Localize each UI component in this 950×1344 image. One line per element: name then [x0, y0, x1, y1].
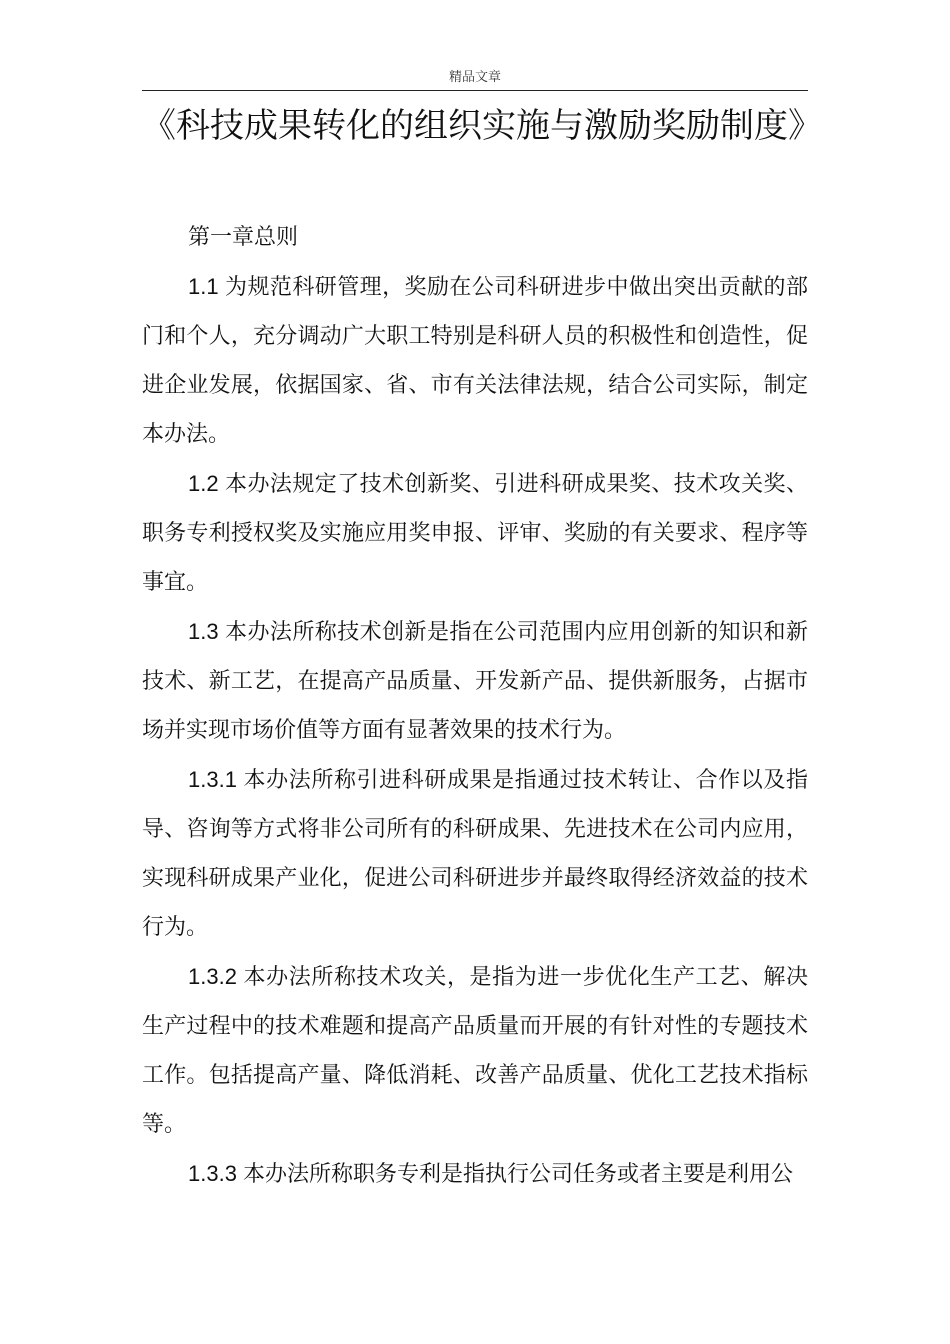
page-header — [142, 68, 808, 91]
paragraph-text: 第一章总则 — [188, 225, 299, 250]
paragraph-1-3-2 — [142, 952, 808, 1149]
paragraph-text: 本办法所称技术创新是指在公司范围内应用创新的知识和新技术、新工艺，在提高产品质量、开发新产品、提供新服务，占据市场并实现市场价值等方面有显著效果的技术行为。 — [142, 620, 808, 743]
paragraph-number: 1.3.1 — [188, 767, 237, 792]
paragraph-text: 本办法所称职务专利是指执行公司任务或者主要是利用公 — [242, 1162, 793, 1187]
paragraph-1-3 — [142, 607, 808, 755]
paragraph-1-3-3 — [142, 1149, 808, 1199]
paragraph-text: 本办法规定了技术创新奖、引进科研成果奖、技术攻关奖、职务专利授权奖及实施应用奖申报、评审、奖励的有关要求、程序等事宜。 — [142, 472, 808, 595]
paragraph-text: 本办法所称引进科研成果是指通过技术转让、合作以及指导、咨询等方式将非公司所有的科研成果、先进技术在公司内应用，实现科研成果产业化，促进公司科研进步并最终取得经济效益的技术行为。 — [142, 768, 808, 940]
paragraph-text: 为规范科研管理，奖励在公司科研进步中做出突出贡献的部门和个人，充分调动广大职工特别是科研人员的积极性和创造性，促进企业发展，依据国家、省、市有关法律法规，结合公司实际，制定本办法。 — [142, 275, 808, 447]
paragraph-1-1 — [142, 262, 808, 459]
document-body — [142, 212, 808, 1199]
paragraph-number: 1.3 — [188, 619, 219, 644]
paragraph-number: 1.3.2 — [188, 964, 237, 989]
header-text: 精品文章 — [448, 70, 501, 85]
paragraph-text: 本办法所称技术攻关，是指为进一步优化生产工艺、解决生产过程中的技术难题和提高产品质量而开展的有针对性的专题技术工作。包括提高产量、降低消耗、改善产品质量、优化工艺技术指标等。 — [142, 965, 808, 1137]
paragraph-1-2 — [142, 459, 808, 607]
paragraph-number: 1.1 — [188, 274, 219, 299]
paragraph-number: 1.3.3 — [188, 1161, 237, 1186]
paragraph-chapter-heading — [142, 212, 808, 262]
paragraph-1-3-1 — [142, 755, 808, 952]
paragraph-number: 1.2 — [188, 471, 219, 496]
document-title: 《科技成果转化的组织实施与激励奖励制度》 — [142, 106, 822, 146]
